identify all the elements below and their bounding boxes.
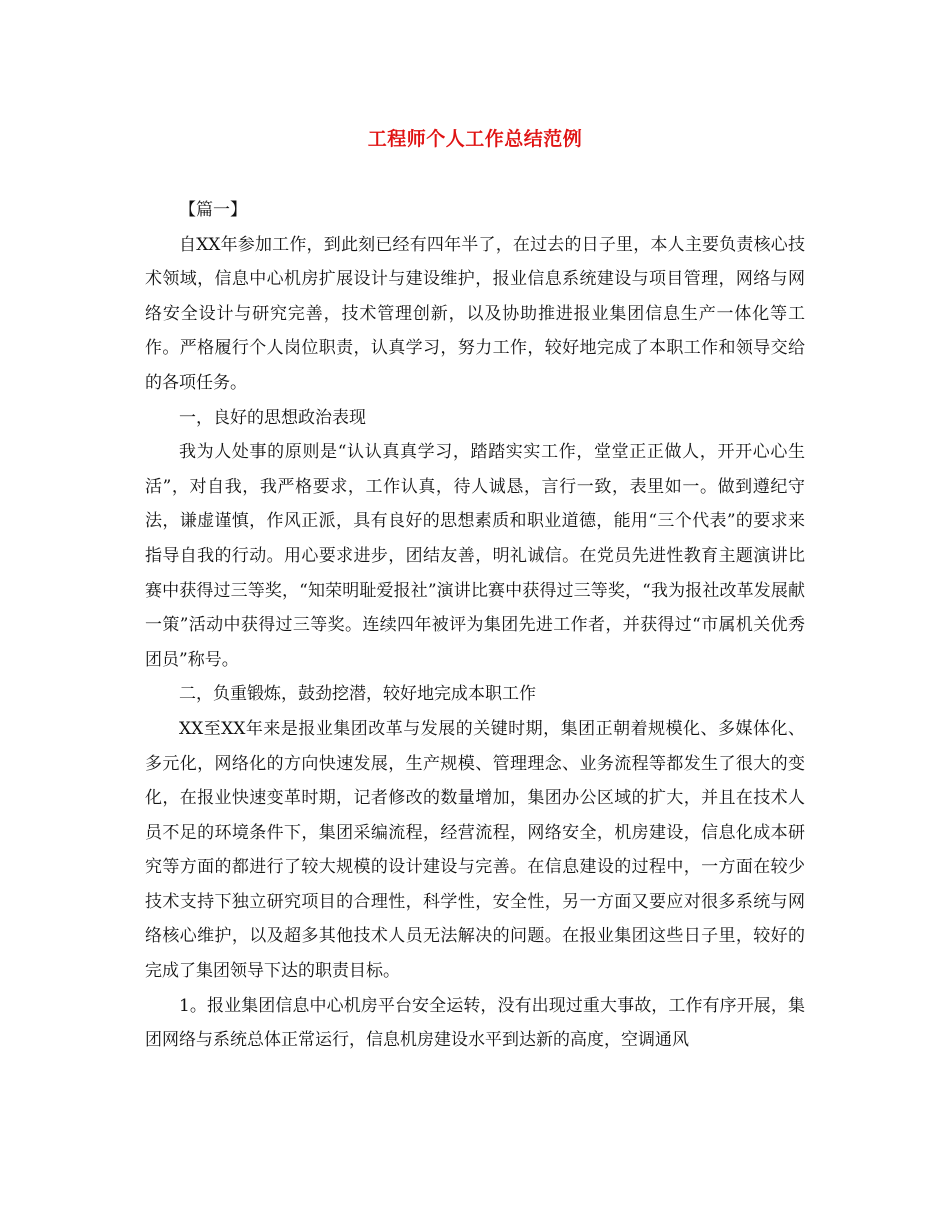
paragraph-work: XX至XX年来是报业集团改革与发展的关键时期，集团正朝着规模化、多媒体化、多元化，网络化的方向快速发展，生产规模、管理理念、业务流程等都发生了很大的变化，在报业快速变革时期，记者修改的数量增加，集团办公区域的扩大，并且在技术人员不足的环境条件下，集团采编流程，经营流程，网络安全，机房建设，信息化成本研究等方面的都进行了较大规模的设计建设与完善。在信息建设的过程中，一方面在较少技术支持下独立研究项目的合理性，科学性，安全性，另一方面又要应对很多系统与网络核心维护，以及超多其他技术人员无法解决的问题。在报业集团这些日子里，较好的完成了集团领导下达的职责目标。 [145,718,805,982]
section-heading-work: 二，负重锻炼，鼓劲挖潜，较好地完成本职工作 [179,684,536,705]
document-title: 工程师个人工作总结范例 [367,128,583,150]
section-heading-political: 一，良好的思想政治表现 [179,407,366,428]
paragraph-political: 我为人处事的原则是“认认真真学习，踏踏实实工作，堂堂正正做人，开开心心生活”，对自我，我严格要求，工作认真，待人诚恳，言行一致，表里如一。做到遵纪守法，谦虚谨慎，作风正派，具有良好的思想素质和职业道德，能用“三个代表”的要求来指导自我的行动。用心要求进步，团结友善，明礼诚信。在党员先进性教育主题演讲比赛中获得过三等奖，“知荣明耻爱报社”演讲比赛中获得过三等奖，“我为报社改革发展献一策”活动中获得过三等奖。连续四年被评为集团先进工作者，并获得过“市属机关优秀团员”称号。 [145,442,805,670]
document-body [145,193,805,1058]
section-heading-part-one: 【篇一】 [179,200,247,220]
paragraph-item-1: 1。报业集团信息中心机房平台安全运转，没有出现过重大事故，工作有序开展，集团网络与系统总体正常运行，信息机房建设水平到达新的高度，空调通风 [145,995,805,1051]
paragraph-intro: 自XX年参加工作，到此刻已经有四年半了，在过去的日子里，本人主要负责核心技术领域，信息中心机房扩展设计与建设维护，报业信息系统建设与项目管理，网络与网络安全设计与研究完善，技术管理创新，以及协助推进报业集团信息生产一体化等工作。严格履行个人岗位职责，认真学习，努力工作，较好地完成了本职工作和领导交给的各项任务。 [145,234,805,393]
